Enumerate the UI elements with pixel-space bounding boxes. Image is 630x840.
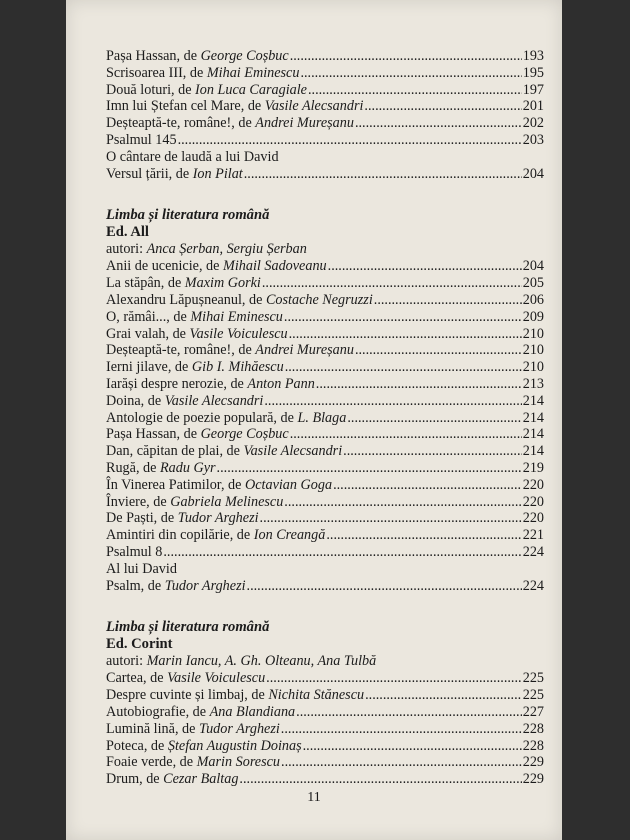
toc-entry <box>106 578 544 595</box>
toc-entry-author: Tudor Arghezi <box>177 510 259 527</box>
toc-entry-author: Tudor Arghezi <box>164 577 246 594</box>
toc-entry-author: Costache Negruzzi <box>265 291 373 308</box>
toc-entry-page: 228 <box>522 737 544 754</box>
toc-entry <box>106 721 544 738</box>
toc-entry-title: Imn lui Ștefan cel Mare, de Vasile Alecsandri <box>106 98 364 115</box>
toc-line <box>106 149 544 166</box>
toc-entry-title: Psalm, de Tudor Arghezi <box>106 577 246 594</box>
toc-entry-page: 202 <box>522 115 544 132</box>
toc-entry-page: 195 <box>522 64 544 81</box>
toc-entry-author: George Coșbuc <box>200 48 289 64</box>
toc-entry-author: Mihai Eminescu <box>190 308 283 325</box>
leader-dots <box>262 275 522 292</box>
toc-entry <box>106 359 544 376</box>
toc-entry-page: 220 <box>522 493 544 510</box>
toc-entry <box>106 65 544 82</box>
toc-entry-title: Anii de ucenicie, de Mihail Sadoveanu <box>106 258 327 275</box>
toc-block-top <box>106 48 544 149</box>
toc-entry <box>106 426 544 443</box>
toc-entry-page: 225 <box>522 687 544 704</box>
toc-entry-author: Ștefan Augustin Doinaș <box>167 737 302 754</box>
toc-entry-title: Autobiografie, de Ana Blandiana <box>106 703 296 720</box>
toc-entry <box>106 460 544 477</box>
toc-entry-page: 229 <box>522 754 544 771</box>
toc-entry-title: Psalmul 8 <box>106 543 163 560</box>
toc-entry-page: 228 <box>522 720 544 737</box>
leader-dots <box>347 410 521 427</box>
toc-entry <box>106 48 544 65</box>
leader-dots <box>300 65 521 82</box>
toc-entry-title: Pașa Hassan, de George Coșbuc <box>106 48 289 64</box>
toc-entry <box>106 527 544 544</box>
toc-entry-title: Lumină lină, de Tudor Arghezi <box>106 720 280 737</box>
toc-entry-page: 210 <box>522 325 544 342</box>
toc-entry-page: 209 <box>522 308 544 325</box>
toc-entry-author: Ion Pilat <box>192 165 243 182</box>
table-of-contents <box>106 48 544 788</box>
toc-entry-author: Vasile Alecsandri <box>243 443 343 460</box>
toc-block-corint <box>106 670 544 788</box>
leader-dots <box>289 326 522 343</box>
section-edition: Ed. All <box>106 224 149 241</box>
toc-entry <box>106 771 544 788</box>
toc-entry-title: Dan, căpitan de plai, de Vasile Alecsandri <box>106 443 343 460</box>
toc-entry <box>106 544 544 561</box>
leader-dots <box>303 738 522 755</box>
leader-dots <box>260 510 522 527</box>
toc-entry <box>106 342 544 359</box>
toc-entry-title: Antologie de poezie populară, de L. Blaga <box>106 409 347 426</box>
toc-entry <box>106 754 544 771</box>
toc-entry-title: Deșteaptă-te, române!, de Andrei Mureșanu <box>106 115 354 132</box>
toc-entry-page: 214 <box>522 443 544 460</box>
leader-dots <box>365 687 522 704</box>
toc-entry-page: 224 <box>522 543 544 560</box>
toc-entry-title: Versul țării, de Ion Pilat <box>106 165 243 182</box>
toc-entry-title: Iarăși despre nerozie, de Anton Pann <box>106 375 315 392</box>
toc-entry <box>106 115 544 132</box>
section-authors: autori: Anca Șerban, Sergiu Șerban <box>106 241 307 258</box>
leader-dots <box>281 721 522 738</box>
section-title: Limba și literatura română <box>106 207 270 224</box>
toc-entry-title: Alexandru Lăpușneanul, de Costache Negruzzi <box>106 291 373 308</box>
leader-dots <box>266 670 522 687</box>
section-authors: autori: Marin Iancu, A. Gh. Olteanu, Ana Tulbă <box>106 653 377 670</box>
toc-entry-author: Andrei Mureșanu <box>255 115 354 132</box>
toc-entry-page: 213 <box>522 375 544 392</box>
toc-entry-author: Radu Gyr <box>159 459 216 476</box>
toc-entry-page: 214 <box>522 392 544 409</box>
toc-entry <box>106 410 544 427</box>
toc-entry-author: Cezar Baltag <box>163 771 239 788</box>
toc-entry-author: Anton Pann <box>247 375 315 392</box>
toc-entry-title: Ierni jilave, de Gib I. Mihăescu <box>106 359 284 376</box>
toc-entry-title: De Paști, de Tudor Arghezi <box>106 510 259 527</box>
toc-entry-title: O cântare de laudă a lui David <box>106 148 279 165</box>
toc-entry-title: O, rămâi..., de Mihai Eminescu <box>106 308 283 325</box>
toc-entry <box>106 98 544 115</box>
toc-entry-author: Mihai Eminescu <box>206 64 300 81</box>
toc-entry-author: Gib I. Mihăescu <box>191 359 284 376</box>
toc-entry-title: Cartea, de Vasile Voiculescu <box>106 670 266 687</box>
toc-line <box>106 561 544 578</box>
leader-dots <box>326 527 521 544</box>
leader-dots <box>178 132 522 149</box>
toc-entry-title: Înviere, de Gabriela Melinescu <box>106 493 284 510</box>
toc-entry <box>106 738 544 755</box>
toc-entry <box>106 704 544 721</box>
toc-entry-page: 220 <box>522 510 544 527</box>
toc-entry <box>106 376 544 393</box>
leader-dots <box>284 309 522 326</box>
toc-entry-page: 224 <box>522 577 544 594</box>
toc-entry-page: 214 <box>522 426 544 443</box>
toc-entry-title: La stăpân, de Maxim Gorki <box>106 275 261 292</box>
toc-entry-page: 214 <box>522 409 544 426</box>
toc-entry-author: Octavian Goga <box>244 476 333 493</box>
leader-dots <box>264 393 521 410</box>
toc-entry <box>106 326 544 343</box>
toc-entry-author: Marin Sorescu <box>196 754 281 771</box>
toc-entry-author: Andrei Mureșanu <box>255 342 354 359</box>
toc-entry <box>106 477 544 494</box>
toc-entry-page: 197 <box>522 81 544 98</box>
toc-entry-title: Amintiri din copilărie, de Ion Creangă <box>106 527 326 544</box>
leader-dots <box>364 98 521 115</box>
toc-entry-page: 210 <box>522 342 544 359</box>
toc-entry-title: Doina, de Vasile Alecsandri <box>106 392 264 409</box>
toc-entry-page: 227 <box>522 703 544 720</box>
leader-dots <box>290 426 522 443</box>
leader-dots <box>239 771 521 788</box>
toc-entry-title: Grai valah, de Vasile Voiculescu <box>106 325 288 342</box>
leader-dots <box>355 115 522 132</box>
leader-dots <box>290 48 522 65</box>
leader-dots <box>374 292 522 309</box>
leader-dots <box>285 359 522 376</box>
toc-entry <box>106 82 544 99</box>
toc-entry-page: 210 <box>522 359 544 376</box>
toc-entry <box>106 292 544 309</box>
toc-entry-author: Vasile Voiculescu <box>167 670 266 687</box>
leader-dots <box>247 578 522 595</box>
leader-dots <box>316 376 522 393</box>
leader-dots <box>284 494 521 511</box>
toc-entry-title: Poteca, de Ștefan Augustin Doinaș <box>106 737 302 754</box>
toc-entry-author: Mihail Sadoveanu <box>223 258 327 275</box>
toc-entry <box>106 670 544 687</box>
toc-entry-page: 229 <box>522 771 544 788</box>
toc-entry-page: 219 <box>522 459 544 476</box>
toc-entry-title: Pașa Hassan, de George Coșbuc <box>106 426 289 443</box>
toc-entry-author: Vasile Alecsandri <box>164 392 264 409</box>
toc-entry <box>106 275 544 292</box>
leader-dots <box>244 166 522 183</box>
toc-entry-title: Despre cuvinte și limbaj, de Nichita Stănescu <box>106 687 365 704</box>
toc-entry <box>106 309 544 326</box>
leader-dots <box>343 443 522 460</box>
toc-entry <box>106 166 544 183</box>
toc-entry <box>106 687 544 704</box>
toc-entry-author: Ion Creangă <box>253 527 326 544</box>
toc-entry-page: 193 <box>522 48 544 64</box>
leader-dots <box>163 544 521 561</box>
toc-entry <box>106 443 544 460</box>
section-edition: Ed. Corint <box>106 636 173 653</box>
toc-entry-page: 204 <box>522 165 544 182</box>
toc-entry-author: Ion Luca Caragiale <box>195 81 307 98</box>
toc-entry-author: Vasile Alecsandri <box>264 98 364 115</box>
toc-entry <box>106 393 544 410</box>
toc-entry-author: Gabriela Melinescu <box>170 493 284 510</box>
toc-entry-page: 203 <box>522 131 544 148</box>
toc-entry <box>106 132 544 149</box>
toc-entry <box>106 494 544 511</box>
page-number: 11 <box>307 790 321 805</box>
toc-entry-author: Vasile Voiculescu <box>189 325 288 342</box>
toc-block-all <box>106 258 544 560</box>
toc-entry-author: Maxim Gorki <box>184 275 261 292</box>
toc-entry-title: În Vinerea Patimilor, de Octavian Goga <box>106 476 333 493</box>
toc-entry <box>106 510 544 527</box>
leader-dots <box>296 704 522 721</box>
leader-dots <box>217 460 522 477</box>
toc-entry-title: Deșteaptă-te, române!, de Andrei Mureșanu <box>106 342 354 359</box>
book-page <box>66 0 562 840</box>
toc-entry-page: 201 <box>522 98 544 115</box>
toc-entry-title: Psalmul 145 <box>106 131 177 148</box>
toc-entry-page: 206 <box>522 291 544 308</box>
toc-entry-author: Ana Blandiana <box>209 703 296 720</box>
section-title: Limba și literatura română <box>106 619 270 636</box>
toc-entry-title: Două loturi, de Ion Luca Caragiale <box>106 81 307 98</box>
toc-entry-author: Nichita Stănescu <box>268 687 365 704</box>
toc-entry-page: 225 <box>522 670 544 687</box>
toc-entry-title: Al lui David <box>106 560 177 577</box>
toc-entry-author: George Coșbuc <box>200 426 289 443</box>
toc-entry-page: 205 <box>522 275 544 292</box>
toc-entry-title: Drum, de Cezar Baltag <box>106 771 239 788</box>
leader-dots <box>308 82 522 99</box>
toc-entry-author: L. Blaga <box>297 409 347 426</box>
toc-entry-title: Foaie verde, de Marin Sorescu <box>106 754 281 771</box>
toc-entry <box>106 258 544 275</box>
leader-dots <box>333 477 522 494</box>
toc-entry-page: 204 <box>522 258 544 275</box>
toc-entry-page: 221 <box>522 527 544 544</box>
leader-dots <box>281 754 522 771</box>
toc-entry-author: Tudor Arghezi <box>198 720 280 737</box>
toc-entry-page: 220 <box>522 476 544 493</box>
leader-dots <box>355 342 522 359</box>
leader-dots <box>328 258 522 275</box>
toc-entry-title: Scrisoarea III, de Mihai Eminescu <box>106 64 300 81</box>
toc-entry-title: Rugă, de Radu Gyr <box>106 459 216 476</box>
